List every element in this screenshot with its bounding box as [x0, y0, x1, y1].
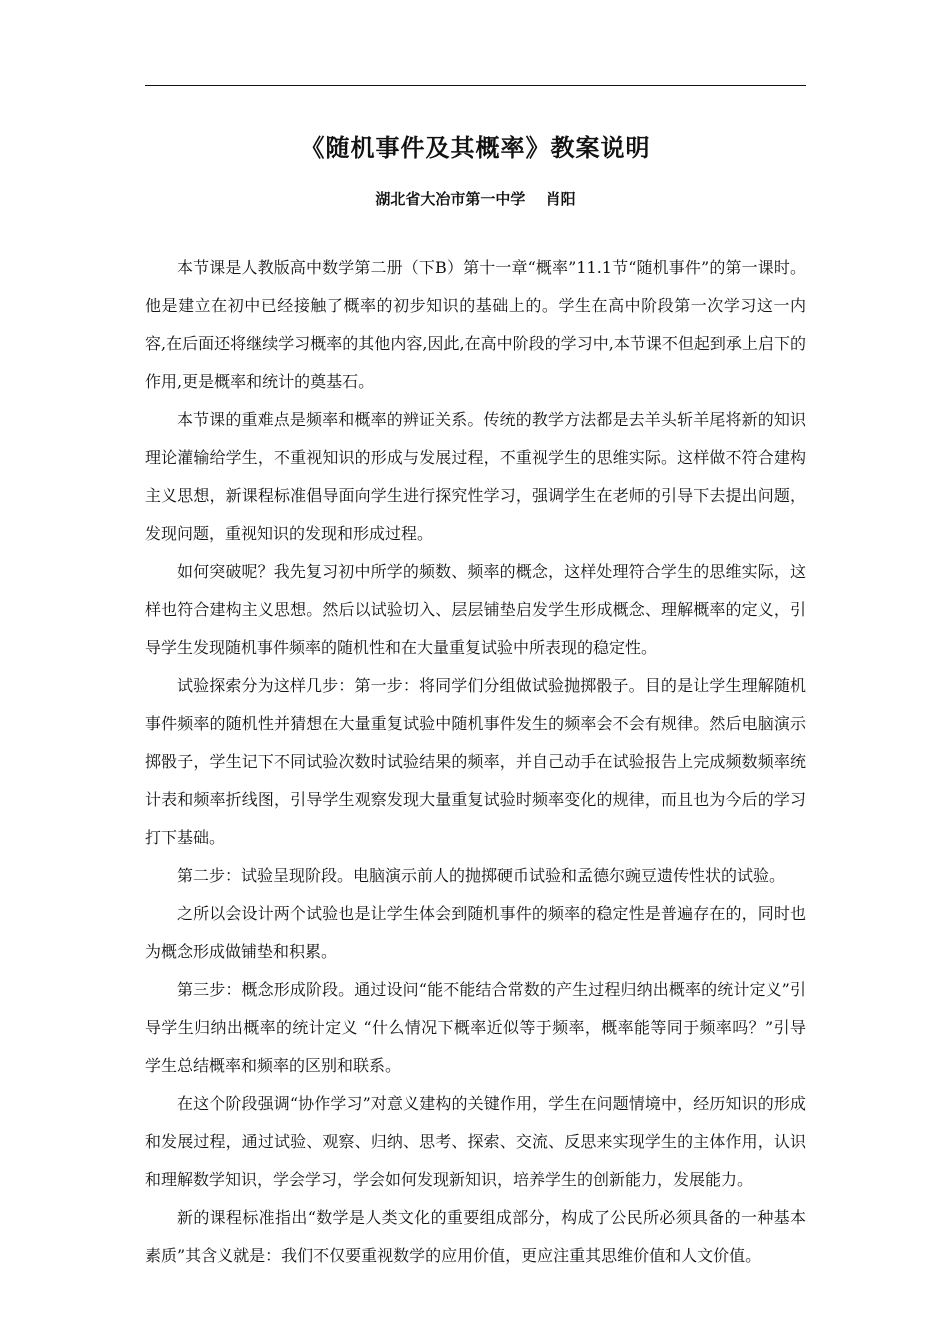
paragraph-approach: 如何突破呢？我先复习初中所学的频数、频率的概念，这样处理符合学生的思维实际，这样也符合建构主义思想。然后以试验切入、层层铺垫启发学生形成概念、理解概率的定义，引导学生发现随机事件频率的随机性和在大量重复试验中所表现的稳定性。 [145, 562, 806, 657]
header-rule [145, 85, 806, 86]
author-line: 湖北省大冶市第一中学 肖阳 [375, 190, 576, 208]
paragraph-step-three: 第三步：概念形成阶段。通过设问“能不能结合常数的产生过程归纳出概率的统计定义”引导学生归纳出概率的统计定义 “什么情况下概率近似等于频率，概率能等同于频率吗？”引导学生总结概率和频率的区别和联系。 [145, 980, 806, 1075]
paragraph-collaboration: 在这个阶段强调“协作学习”对意义建构的关键作用，学生在问题情境中，经历知识的形成和发展过程，通过试验、观察、归纳、思考、探索、交流、反思来实现学生的主体作用，认识和理解数学知识，学会学习，学会如何发现新知识，培养学生的创新能力，发展能力。 [145, 1094, 806, 1189]
paragraph-step-two: 第二步：试验呈现阶段。电脑演示前人的抛掷硬币试验和孟德尔豌豆遗传性状的试验。 [177, 866, 786, 885]
paragraph-intro: 本节课是人教版高中数学第二册（下B）第十一章“概率”11.1节“随机事件”的第一课时。他是建立在初中已经接触了概率的初步知识的基础上的。学生在高中阶段第一次学习这一内容,在后面还将继续学习概率的其他内容,因此,在高中阶段的学习中,本节课不但起到承上启下的作用,更是概率和统计的奠基石。 [145, 258, 806, 391]
paragraph-step-one: 试验探索分为这样几步：第一步：将同学们分组做试验抛掷骰子。目的是让学生理解随机事件频率的随机性并猜想在大量重复试验中随机事件发生的频率会不会有规律。然后电脑演示掷骰子，学生记下不同试验次数时试验结果的频率，并自己动手在试验报告上完成频数频率统计表和频率折线图，引导学生观察发现大量重复试验时频率变化的规律，而且也为今后的学习打下基础。 [145, 676, 806, 847]
document-body [145, 249, 806, 1275]
paragraph-two-experiments: 之所以会设计两个试验也是让学生体会到随机事件的频率的稳定性是普遍存在的，同时也为概念形成做铺垫和积累。 [145, 904, 806, 961]
paragraph-key-points: 本节课的重难点是频率和概率的辨证关系。传统的教学方法都是去羊头斩羊尾将新的知识理论灌输给学生，不重视知识的形成与发展过程，不重视学生的思维实际。这样做不符合建构主义思想，新课程标准倡导面向学生进行探究性学习，强调学生在老师的引导下去提出问题，发现问题，重视知识的发现和形成过程。 [145, 410, 806, 543]
document-title: 《随机事件及其概率》教案说明 [300, 133, 651, 162]
paragraph-curriculum: 新的课程标准指出“数学是人类文化的重要组成部分，构成了公民所必须具备的一种基本素质”其含义就是：我们不仅要重视数学的应用价值，更应注重其思维价值和人文价值。 [145, 1208, 806, 1265]
